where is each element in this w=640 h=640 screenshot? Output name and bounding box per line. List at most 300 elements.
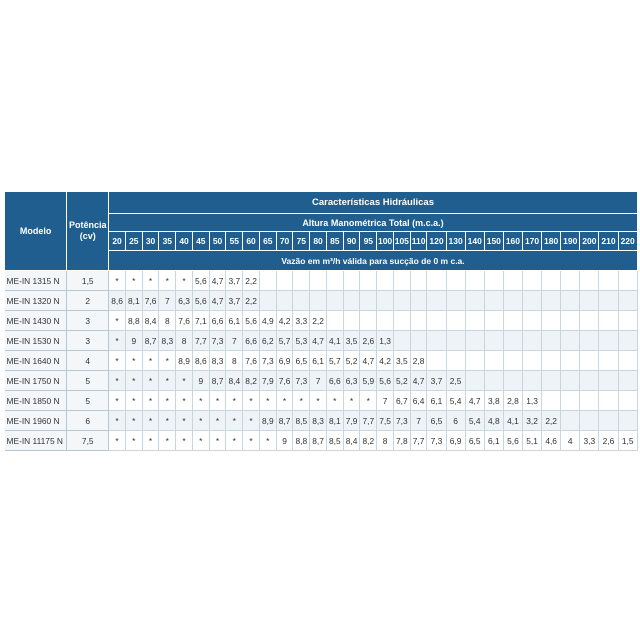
flow-value-cell: [484, 311, 503, 331]
flow-value-cell: [465, 371, 484, 391]
flow-value-cell: [259, 291, 276, 311]
power-cell: 1,5: [67, 271, 109, 291]
table-row: [5, 351, 638, 371]
flow-value-cell: [343, 271, 360, 291]
flow-value-cell: 5,3: [293, 331, 310, 351]
flow-value-cell: 5,6: [243, 311, 260, 331]
model-cell: ME-IN 11175 N: [5, 431, 67, 451]
flow-value-cell: 1,3: [522, 391, 541, 411]
flow-value-cell: *: [142, 431, 159, 451]
flow-value-cell: [503, 291, 522, 311]
flow-value-cell: [580, 351, 599, 371]
flow-value-cell: 8,4: [343, 431, 360, 451]
flow-value-cell: 7,1: [192, 311, 209, 331]
flow-value-cell: 8,8: [125, 311, 142, 331]
flow-value-cell: 8,9: [259, 411, 276, 431]
flow-value-cell: *: [176, 431, 193, 451]
flow-value-cell: 4,2: [377, 351, 394, 371]
flow-value-cell: [465, 291, 484, 311]
flow-value-cell: 3,5: [393, 351, 410, 371]
flow-value-cell: *: [142, 271, 159, 291]
flow-value-cell: 7,9: [259, 371, 276, 391]
flow-value-cell: [618, 291, 637, 311]
flow-value-cell: [542, 391, 561, 411]
flow-value-cell: [542, 291, 561, 311]
flow-value-cell: *: [109, 411, 126, 431]
flow-value-cell: *: [109, 351, 126, 371]
flow-value-cell: *: [109, 271, 126, 291]
flow-value-cell: *: [159, 271, 176, 291]
flow-value-cell: 6,5: [427, 411, 446, 431]
flow-value-cell: 2,6: [360, 331, 377, 351]
head-value-header: 35: [159, 232, 176, 251]
flow-value-cell: *: [142, 411, 159, 431]
flow-value-cell: *: [125, 391, 142, 411]
flow-value-cell: 6,4: [410, 391, 427, 411]
head-value-header: 100: [377, 232, 394, 251]
flow-value-cell: 3,2: [522, 411, 541, 431]
flow-value-cell: 8: [226, 351, 243, 371]
flow-value-cell: 6,6: [243, 331, 260, 351]
model-cell: ME-IN 1530 N: [5, 331, 67, 351]
power-cell: 6: [67, 411, 109, 431]
model-header: Modelo: [5, 192, 67, 271]
flow-value-cell: 6,2: [259, 331, 276, 351]
flow-value-cell: 5,2: [343, 351, 360, 371]
pump-table-container: [4, 191, 637, 451]
flow-value-cell: 6,7: [393, 391, 410, 411]
power-header: [67, 192, 109, 271]
model-cell: ME-IN 1640 N: [5, 351, 67, 371]
table-body: [5, 271, 638, 451]
flow-value-cell: 3,7: [226, 291, 243, 311]
flow-value-cell: [503, 271, 522, 291]
flow-value-cell: *: [159, 391, 176, 411]
table-row: [5, 271, 638, 291]
flow-value-cell: [484, 351, 503, 371]
flow-value-cell: 5,9: [360, 371, 377, 391]
flow-value-cell: [484, 271, 503, 291]
flow-value-cell: [542, 271, 561, 291]
flow-value-cell: [410, 311, 427, 331]
head-value-header: 160: [503, 232, 522, 251]
flow-value-cell: 7,7: [360, 411, 377, 431]
flow-value-cell: *: [142, 371, 159, 391]
flow-value-cell: *: [226, 391, 243, 411]
head-value-header: 130: [446, 232, 465, 251]
flow-value-cell: 7,6: [142, 291, 159, 311]
flow-value-cell: 8,1: [125, 291, 142, 311]
flow-value-cell: 8: [159, 311, 176, 331]
flow-value-cell: 7,6: [243, 351, 260, 371]
flow-value-cell: 4,7: [209, 271, 226, 291]
flow-value-cell: 6,1: [427, 391, 446, 411]
flow-value-cell: 8,6: [192, 351, 209, 371]
flow-value-cell: 8,2: [243, 371, 260, 391]
flow-value-cell: 4,2: [276, 311, 293, 331]
head-value-header: 75: [293, 232, 310, 251]
flow-value-cell: 7: [377, 391, 394, 411]
power-cell: 5: [67, 391, 109, 411]
table-row: [5, 431, 638, 451]
flow-value-cell: 7,8: [393, 431, 410, 451]
flow-value-cell: 8,8: [293, 431, 310, 451]
flow-value-cell: [446, 351, 465, 371]
flow-value-cell: *: [192, 431, 209, 451]
flow-value-cell: *: [125, 271, 142, 291]
flow-value-cell: 9: [125, 331, 142, 351]
hydraulic-header: Características Hidráulicas: [109, 192, 638, 214]
flow-value-cell: 7: [159, 291, 176, 311]
flow-value-cell: 6,1: [310, 351, 327, 371]
flow-value-cell: 7: [410, 411, 427, 431]
flow-value-cell: [393, 271, 410, 291]
head-value-header: 30: [142, 232, 159, 251]
flow-value-cell: 7,3: [393, 411, 410, 431]
head-value-header: 65: [259, 232, 276, 251]
flow-value-cell: 4,7: [209, 291, 226, 311]
flow-value-cell: *: [310, 391, 327, 411]
flow-value-cell: [360, 271, 377, 291]
flow-value-cell: 8,5: [326, 431, 343, 451]
head-value-header: 40: [176, 232, 193, 251]
table-row: [5, 311, 638, 331]
flow-value-cell: 4,6: [542, 431, 561, 451]
flow-value-cell: 2,8: [410, 351, 427, 371]
flow-value-cell: *: [109, 311, 126, 331]
head-value-header: 45: [192, 232, 209, 251]
flow-value-cell: 5,6: [192, 291, 209, 311]
flow-value-cell: [446, 271, 465, 291]
flow-value-cell: [561, 351, 580, 371]
head-value-header: 120: [427, 232, 446, 251]
head-header: Altura Manométrica Total (m.c.a.): [109, 214, 638, 232]
flow-value-cell: 5,7: [276, 331, 293, 351]
flow-value-cell: *: [142, 391, 159, 411]
flow-value-cell: 8,3: [310, 411, 327, 431]
flow-value-cell: 4,1: [326, 331, 343, 351]
head-value-header: 50: [209, 232, 226, 251]
flow-value-cell: [522, 351, 541, 371]
flow-value-cell: [410, 291, 427, 311]
hydraulic-characteristics-table: [4, 191, 638, 451]
table-row: [5, 331, 638, 351]
flow-value-cell: [580, 391, 599, 411]
flow-value-cell: *: [125, 411, 142, 431]
flow-value-cell: 9: [276, 431, 293, 451]
flow-value-cell: 7,3: [209, 331, 226, 351]
flow-value-cell: [580, 291, 599, 311]
flow-value-cell: 8,3: [209, 351, 226, 371]
flow-value-cell: [580, 271, 599, 291]
flow-value-cell: [599, 291, 618, 311]
flow-value-cell: *: [360, 391, 377, 411]
flow-value-cell: 7,5: [377, 411, 394, 431]
flow-value-cell: [343, 311, 360, 331]
flow-value-cell: [618, 411, 637, 431]
flow-value-cell: 3,8: [484, 391, 503, 411]
flow-value-cell: *: [209, 391, 226, 411]
flow-value-cell: [599, 271, 618, 291]
flow-value-cell: [522, 271, 541, 291]
flow-value-cell: 7: [310, 371, 327, 391]
flow-value-cell: 8,7: [209, 371, 226, 391]
flow-value-cell: [561, 371, 580, 391]
flow-value-cell: [360, 311, 377, 331]
flow-value-cell: 3,3: [293, 311, 310, 331]
flow-value-cell: [618, 331, 637, 351]
flow-value-cell: *: [125, 351, 142, 371]
head-value-header: 60: [243, 232, 260, 251]
flow-value-cell: *: [276, 391, 293, 411]
head-value-header: 95: [360, 232, 377, 251]
flow-value-cell: 2,2: [542, 411, 561, 431]
flow-value-cell: *: [343, 391, 360, 411]
flow-value-cell: *: [192, 391, 209, 411]
power-cell: 2: [67, 291, 109, 311]
flow-value-cell: [276, 291, 293, 311]
flow-value-cell: [427, 291, 446, 311]
flow-value-cell: [503, 371, 522, 391]
flow-value-cell: 7,3: [293, 371, 310, 391]
model-cell: ME-IN 1315 N: [5, 271, 67, 291]
flow-value-cell: *: [192, 411, 209, 431]
flow-value-cell: *: [259, 431, 276, 451]
flow-value-cell: 4,7: [410, 371, 427, 391]
flow-value-cell: 6,9: [446, 431, 465, 451]
power-cell: 5: [67, 371, 109, 391]
head-value-header: 55: [226, 232, 243, 251]
flow-value-cell: [427, 271, 446, 291]
table-row: [5, 411, 638, 431]
head-value-header: 170: [522, 232, 541, 251]
flow-value-cell: [310, 291, 327, 311]
head-value-header: 25: [125, 232, 142, 251]
flow-value-cell: [618, 311, 637, 331]
flow-value-cell: 8,7: [142, 331, 159, 351]
flow-value-cell: 5,1: [522, 431, 541, 451]
flow-value-cell: *: [125, 431, 142, 451]
flow-value-cell: [542, 371, 561, 391]
flow-value-cell: [393, 291, 410, 311]
flow-value-cell: *: [159, 351, 176, 371]
flow-value-cell: [580, 411, 599, 431]
flow-value-cell: [410, 271, 427, 291]
flow-value-cell: 6,9: [276, 351, 293, 371]
flow-value-cell: [503, 351, 522, 371]
flow-value-cell: [599, 351, 618, 371]
flow-value-cell: *: [209, 431, 226, 451]
flow-value-cell: [326, 271, 343, 291]
head-value-header: 200: [580, 232, 599, 251]
flow-value-cell: *: [226, 411, 243, 431]
flow-value-cell: 3,7: [427, 371, 446, 391]
table-row: [5, 391, 638, 411]
model-cell: ME-IN 1430 N: [5, 311, 67, 331]
flow-value-cell: *: [142, 351, 159, 371]
flow-value-cell: 8,3: [159, 331, 176, 351]
flow-value-cell: 8,1: [326, 411, 343, 431]
flow-value-cell: [561, 331, 580, 351]
flow-value-cell: [580, 311, 599, 331]
flow-value-cell: [561, 271, 580, 291]
flow-value-cell: [561, 291, 580, 311]
flow-value-cell: [522, 371, 541, 391]
flow-value-cell: [465, 351, 484, 371]
flow-value-cell: [427, 311, 446, 331]
flow-value-cell: [484, 371, 503, 391]
flow-value-cell: 8,6: [109, 291, 126, 311]
flow-value-cell: [259, 271, 276, 291]
flow-value-cell: [561, 311, 580, 331]
flow-value-cell: 6,1: [226, 311, 243, 331]
flow-value-cell: [427, 351, 446, 371]
flow-value-cell: 6,5: [293, 351, 310, 371]
flow-value-cell: 7,7: [192, 331, 209, 351]
flow-value-cell: [343, 291, 360, 311]
flow-value-cell: 5,7: [326, 351, 343, 371]
flow-value-cell: [410, 331, 427, 351]
flow-value-cell: 5,6: [503, 431, 522, 451]
flow-value-cell: 2,8: [503, 391, 522, 411]
flow-value-cell: 1,3: [377, 331, 394, 351]
flow-value-cell: 4,1: [503, 411, 522, 431]
flow-value-cell: [484, 291, 503, 311]
flow-value-cell: 7,3: [259, 351, 276, 371]
model-cell: ME-IN 1850 N: [5, 391, 67, 411]
flow-value-cell: 8: [377, 431, 394, 451]
flow-value-cell: [393, 331, 410, 351]
flow-value-cell: 6,3: [343, 371, 360, 391]
flow-value-cell: 1,5: [618, 431, 637, 451]
model-cell: ME-IN 1750 N: [5, 371, 67, 391]
head-value-header: 80: [310, 232, 327, 251]
head-value-header: 90: [343, 232, 360, 251]
head-value-header: 220: [618, 232, 637, 251]
flow-value-cell: [503, 331, 522, 351]
flow-value-cell: 4,7: [310, 331, 327, 351]
flow-value-cell: [561, 411, 580, 431]
flow-value-cell: [580, 331, 599, 351]
flow-value-cell: 8,4: [142, 311, 159, 331]
flow-value-cell: [522, 291, 541, 311]
flow-value-cell: *: [109, 371, 126, 391]
flow-value-cell: *: [293, 391, 310, 411]
table-row: [5, 291, 638, 311]
flow-value-cell: *: [159, 431, 176, 451]
power-cell: 3: [67, 331, 109, 351]
flow-value-cell: [310, 271, 327, 291]
flow-value-cell: 4: [561, 431, 580, 451]
flow-value-cell: [561, 391, 580, 411]
flow-value-cell: [377, 311, 394, 331]
model-cell: ME-IN 1320 N: [5, 291, 67, 311]
flow-value-cell: 6,6: [209, 311, 226, 331]
flow-value-cell: [465, 331, 484, 351]
flow-value-cell: *: [326, 391, 343, 411]
flow-value-cell: [618, 271, 637, 291]
flow-value-cell: *: [259, 391, 276, 411]
flow-value-cell: [599, 411, 618, 431]
flow-value-cell: 7,7: [410, 431, 427, 451]
flow-value-cell: 6,5: [465, 431, 484, 451]
flow-value-cell: [326, 291, 343, 311]
flow-value-cell: *: [176, 411, 193, 431]
flow-value-cell: *: [125, 371, 142, 391]
flow-value-cell: [599, 371, 618, 391]
flow-value-cell: *: [209, 411, 226, 431]
flow-header: Vazão em m³/h válida para sucção de 0 m c.a.: [109, 251, 638, 271]
flow-value-cell: 2,2: [243, 291, 260, 311]
flow-value-cell: 7,6: [276, 371, 293, 391]
flow-value-cell: [599, 391, 618, 411]
flow-value-cell: *: [109, 331, 126, 351]
flow-value-cell: 5,4: [446, 391, 465, 411]
flow-value-cell: [276, 271, 293, 291]
model-cell: ME-IN 1960 N: [5, 411, 67, 431]
flow-value-cell: [599, 311, 618, 331]
head-value-header: 140: [465, 232, 484, 251]
flow-value-cell: [542, 351, 561, 371]
flow-value-cell: [377, 271, 394, 291]
flow-value-cell: [377, 291, 394, 311]
flow-value-cell: *: [159, 411, 176, 431]
flow-value-cell: [618, 351, 637, 371]
head-value-header: 85: [326, 232, 343, 251]
flow-value-cell: 8,5: [293, 411, 310, 431]
flow-value-cell: 5,2: [393, 371, 410, 391]
flow-value-cell: *: [243, 411, 260, 431]
power-cell: 3: [67, 311, 109, 331]
flow-value-cell: [522, 331, 541, 351]
flow-value-cell: [542, 331, 561, 351]
flow-value-cell: *: [176, 271, 193, 291]
flow-value-cell: 6,3: [176, 291, 193, 311]
flow-value-cell: [503, 311, 522, 331]
head-value-header: 70: [276, 232, 293, 251]
flow-value-cell: 4,7: [465, 391, 484, 411]
flow-value-cell: [293, 291, 310, 311]
flow-value-cell: [326, 311, 343, 331]
flow-value-cell: 2,5: [446, 371, 465, 391]
flow-value-cell: 6,1: [484, 431, 503, 451]
flow-value-cell: [446, 291, 465, 311]
flow-value-cell: [599, 331, 618, 351]
flow-value-cell: [446, 311, 465, 331]
flow-value-cell: 7: [226, 331, 243, 351]
flow-value-cell: [427, 331, 446, 351]
flow-value-cell: 3,7: [226, 271, 243, 291]
flow-value-cell: 3,5: [343, 331, 360, 351]
flow-value-cell: 7,9: [343, 411, 360, 431]
flow-value-cell: 8: [176, 331, 193, 351]
flow-value-cell: *: [109, 431, 126, 451]
head-value-header: 110: [410, 232, 427, 251]
flow-value-cell: [618, 371, 637, 391]
flow-value-cell: 8,4: [226, 371, 243, 391]
flow-value-cell: [393, 311, 410, 331]
power-cell: 7,5: [67, 431, 109, 451]
flow-value-cell: 3,3: [580, 431, 599, 451]
power-header-text: Potência (cv): [68, 220, 107, 241]
flow-value-cell: *: [243, 391, 260, 411]
head-value-header: 105: [393, 232, 410, 251]
flow-value-cell: *: [159, 371, 176, 391]
flow-value-cell: 9: [192, 371, 209, 391]
flow-value-cell: [580, 371, 599, 391]
flow-value-cell: [446, 331, 465, 351]
flow-value-cell: [484, 331, 503, 351]
